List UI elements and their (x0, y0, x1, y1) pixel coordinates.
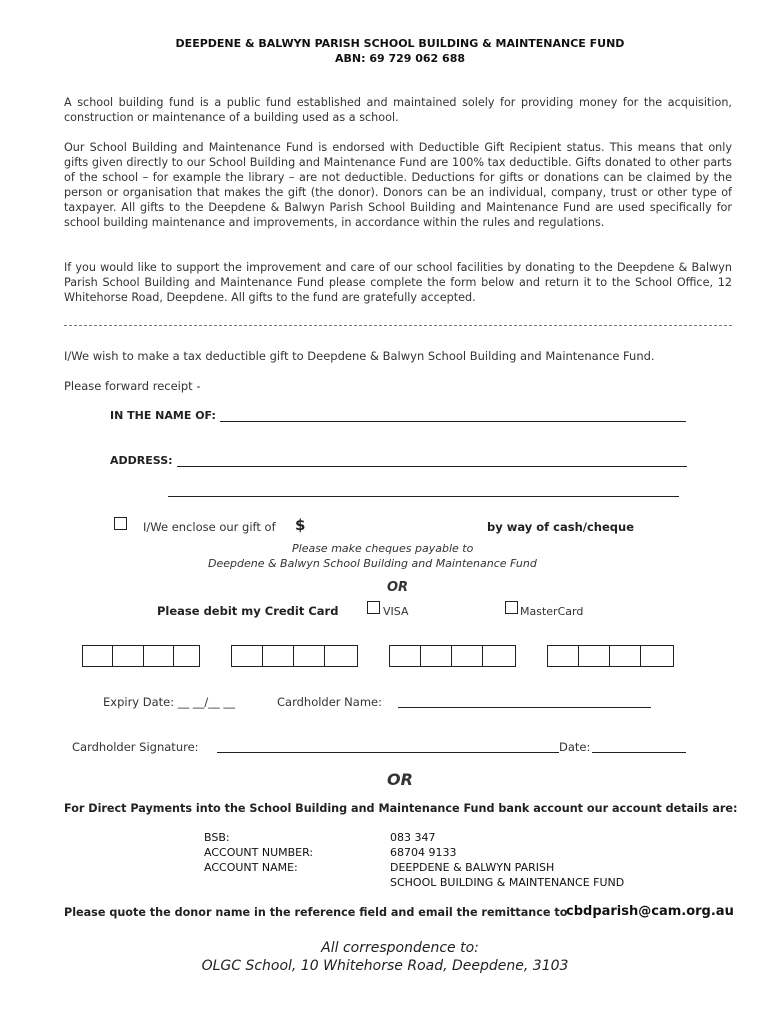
account-number-value: 68704 9133 (390, 846, 457, 859)
name-field[interactable] (220, 421, 686, 422)
address-label: ADDRESS: (110, 454, 173, 467)
cheque-instruction-2: Deepdene & Balwyn School Building and Maintenance Fund (208, 557, 537, 570)
bsb-value: 083 347 (390, 831, 436, 844)
card-number-group-3[interactable] (389, 645, 516, 667)
mastercard-label: MasterCard (520, 605, 584, 618)
cardholder-name-field[interactable] (398, 707, 651, 708)
account-number-label: ACCOUNT NUMBER: (204, 846, 314, 859)
remittance-email[interactable]: cbdparish@cam.org.au (566, 904, 734, 919)
payment-method-label: by way of cash/cheque (487, 520, 635, 534)
bsb-label: BSB: (204, 831, 230, 844)
cardholder-name-label: Cardholder Name: (277, 695, 382, 709)
or-separator-2: OR (387, 770, 413, 789)
account-name-label: ACCOUNT NAME: (204, 861, 298, 874)
debit-card-label: Please debit my Credit Card (157, 604, 339, 618)
signature-field[interactable] (217, 752, 559, 753)
name-label: IN THE NAME OF: (110, 409, 216, 422)
correspondence-heading: All correspondence to: (321, 940, 479, 956)
signature-label: Cardholder Signature: (72, 740, 199, 754)
visa-label: VISA (383, 605, 409, 618)
date-field[interactable] (592, 752, 686, 753)
account-name-value-2: SCHOOL BUILDING & MAINTENANCE FUND (390, 876, 625, 889)
card-number-group-4[interactable] (547, 645, 674, 667)
cheque-instruction-1: Please make cheques payable to (292, 542, 474, 555)
gift-statement: I/We wish to make a tax deductible gift to Deepdene & Balwyn School Building and Maintenance Fund. (64, 349, 655, 363)
reference-instruction: Please quote the donor name in the reference field and email the remittance to (64, 906, 568, 919)
date-label: Date: (559, 740, 591, 754)
expiry-date-field[interactable]: Expiry Date: __ __/__ __ (103, 695, 235, 709)
cut-line-divider (64, 325, 732, 326)
intro-paragraph-2: Our School Building and Maintenance Fund is endorsed with Deductible Gift Recipient status. This means that only gifts given directly to our School Building and Maintenance Fund are 100% tax deductible. Gifts donated to other parts of the school – for example the library – are not deductible. Deductions for gifts or donations can be claimed by the person or organisation that makes the gift (the donor). Donors can be an individual, company, trust or other type of taxpayer. All gifts to the Deepdene & Balwyn Parish School Building and Maintenance Fund are used specifically for school building maintenance and improvements, in accordance within the rules and regulations. (64, 141, 732, 229)
intro-paragraph-1: A school building fund is a public fund established and maintained solely for providing money for the acquisition, construction or maintenance of a building used as a school. (64, 96, 732, 124)
direct-payment-intro: For Direct Payments into the School Building and Maintenance Fund bank account our account details are: (64, 802, 738, 815)
account-name-value-1: DEEPDENE & BALWYN PARISH (390, 861, 555, 874)
card-number-group-1[interactable] (82, 645, 200, 667)
visa-checkbox[interactable] (367, 601, 380, 614)
document-title: DEEPDENE & BALWYN PARISH SCHOOL BUILDING & MAINTENANCE FUND (175, 37, 625, 50)
abn-line: ABN: 69 729 062 688 (334, 52, 465, 65)
dollar-sign: $ (295, 516, 306, 534)
or-separator-1: OR (387, 580, 409, 595)
address-field-line-1[interactable] (177, 466, 687, 467)
receipt-label: Please forward receipt - (64, 379, 201, 393)
enclose-label: I/We enclose our gift of (143, 520, 276, 534)
gift-enclosed-checkbox[interactable] (114, 517, 127, 530)
intro-paragraph-3: If you would like to support the improvement and care of our school facilities by donating to the Deepdene & Balwyn Parish School Building and Maintenance Fund please complete the form below and return it to the School Office, 12 Whitehorse Road, Deepdene. All gifts to the fund are gratefully accepted. (64, 261, 732, 304)
correspondence-address: OLGC School, 10 Whitehorse Road, Deepdene, 3103 (201, 958, 569, 974)
address-field-line-2[interactable] (168, 496, 679, 497)
mastercard-checkbox[interactable] (505, 601, 518, 614)
card-number-group-2[interactable] (231, 645, 358, 667)
